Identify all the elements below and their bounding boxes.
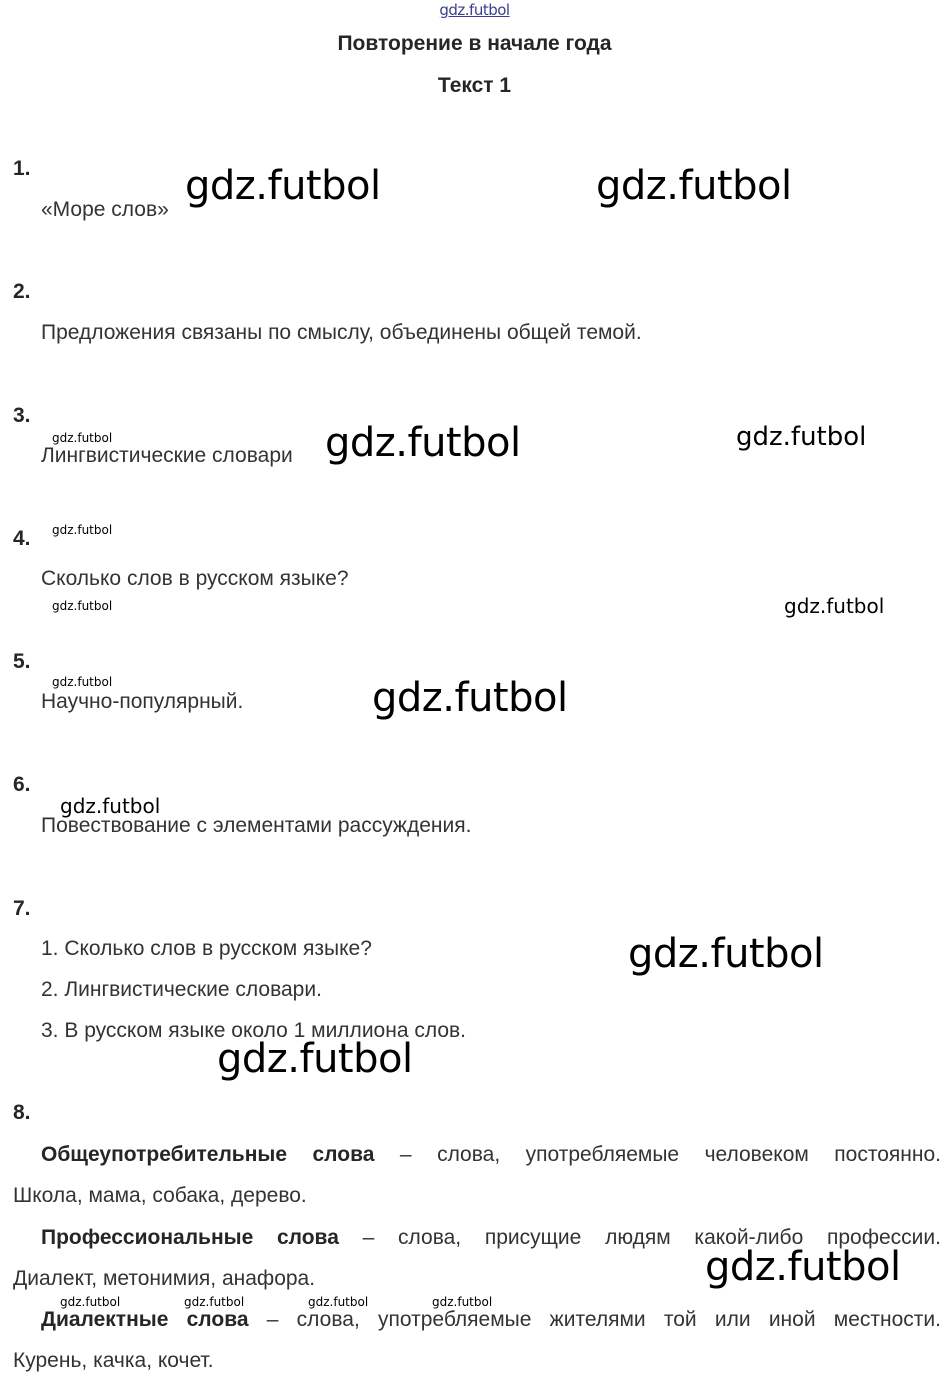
item-number-1: 1. (13, 157, 31, 180)
item-answer-4: Сколько слов в русском языке? (41, 567, 349, 590)
watermark: gdz.futbol (784, 594, 885, 618)
definition-paragraph (13, 1134, 941, 1175)
item-answer-6: Повествование с элементами рассуждения. (41, 814, 472, 837)
watermark: gdz.futbol (372, 675, 568, 721)
watermark: gdz.futbol (60, 794, 161, 818)
item-answer-3: Лингвистические словари (41, 444, 293, 467)
definition-term: Профессиональные слова (41, 1226, 339, 1249)
definition-dash: – (248, 1308, 297, 1331)
item-number-7: 7. (13, 897, 31, 920)
watermark: gdz.futbol (736, 422, 867, 452)
watermark: gdz.futbol (217, 1036, 413, 1082)
item-number-5: 5. (13, 650, 31, 673)
page-subtitle: Текст 1 (437, 74, 512, 97)
watermark: gdz.futbol (185, 163, 381, 209)
watermark: gdz.futbol (184, 1295, 245, 1309)
definition-text: слова, присущие людям какой-либо профессии. (398, 1226, 941, 1249)
definition-examples: Курень, качка, кочет. (13, 1349, 214, 1372)
top-watermark-link[interactable]: gdz.futbol (439, 1, 510, 19)
definition-term: Общеупотребительные слова (41, 1143, 375, 1166)
watermark: gdz.futbol (325, 420, 521, 466)
definition-examples: Диалект, метонимия, анафора. (13, 1267, 316, 1290)
definition-text: слова, употребляемые человеком постоянно. (437, 1143, 941, 1166)
watermark: gdz.futbol (60, 1295, 121, 1309)
watermark: gdz.futbol (705, 1244, 901, 1290)
definition-dash: – (338, 1226, 399, 1249)
definition-text: слова, употребляемые жителями той или иной местности. (296, 1308, 941, 1331)
watermark: gdz.futbol (596, 163, 792, 209)
watermark: gdz.futbol (308, 1295, 369, 1309)
watermark: gdz.futbol (52, 523, 113, 537)
item-answer-2: Предложения связаны по смыслу, объединены общей темой. (41, 321, 642, 344)
definition-term: Диалектные слова (41, 1308, 249, 1331)
page-title: Повторение в начале года (337, 32, 612, 55)
plan-item: 2. Лингвистические словари. (41, 978, 322, 1001)
item-number-6: 6. (13, 773, 31, 796)
watermark: gdz.futbol (52, 599, 113, 613)
definition-examples: Школа, мама, собака, дерево. (13, 1184, 307, 1207)
item-number-8: 8. (13, 1101, 31, 1124)
item-number-3: 3. (13, 404, 31, 427)
item-answer-1: «Море слов» (41, 198, 169, 221)
watermark: gdz.futbol (52, 431, 113, 445)
definition-dash: – (374, 1143, 438, 1166)
item-number-4: 4. (13, 527, 31, 550)
watermark: gdz.futbol (432, 1295, 493, 1309)
item-number-2: 2. (13, 280, 31, 303)
watermark: gdz.futbol (52, 675, 113, 689)
plan-item: 3. В русском языке около 1 миллиона слов. (41, 1019, 466, 1042)
watermark: gdz.futbol (628, 931, 824, 977)
item-answer-5: Научно-популярный. (41, 690, 244, 713)
plan-item: 1. Сколько слов в русском языке? (41, 937, 372, 960)
